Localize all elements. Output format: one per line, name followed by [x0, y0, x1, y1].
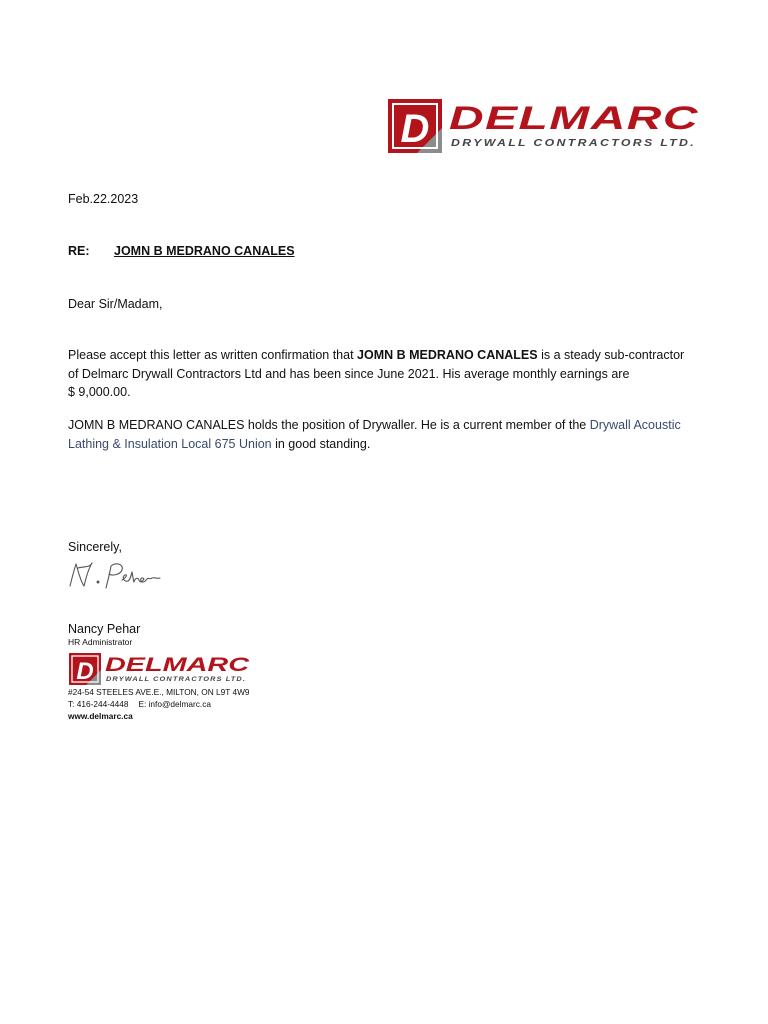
logo-wordmark: DELMARC: [449, 100, 699, 136]
company-contact: [68, 699, 211, 710]
text-segment: JOMN B MEDRANO CANALES holds the position of Drywaller. He is a current member of the: [68, 418, 590, 432]
delmarc-mark-icon: [69, 653, 101, 685]
letter-date: Feb.22.2023: [68, 192, 139, 206]
signer-name: Nancy Pehar: [68, 622, 141, 636]
company-address: #24-54 STEELES AVE.E., MILTON, ON L9T 4W9: [68, 687, 250, 697]
text-segment: Please accept this letter as written confirmation that: [68, 348, 358, 362]
logo-wordmark: DELMARC: [105, 655, 250, 676]
paragraph-line: [68, 346, 684, 365]
employee-name-bold: JOMN B MEDRANO CANALES: [357, 348, 538, 362]
greeting: Dear Sir/Madam,: [68, 297, 163, 311]
re-label: RE:: [68, 244, 90, 258]
union-name: Drywall Acoustic: [589, 418, 681, 432]
company-phone: T: 416-244-4448: [68, 699, 129, 709]
paragraph-line: [68, 435, 681, 454]
union-name: Lathing & Insulation Local 675 Union: [68, 436, 272, 451]
re-subject-name: JOMN B MEDRANO CANALES: [114, 244, 295, 258]
delmarc-mark-icon: [388, 99, 442, 153]
delmarc-logo-header: [387, 98, 702, 154]
re-line: [68, 242, 295, 261]
svg-text:D: D: [76, 658, 94, 685]
logo-tagline: DRYWALL CONTRACTORS LTD.: [106, 676, 246, 683]
earnings-amount: $ 9,000.00.: [68, 385, 131, 399]
text-segment: is a steady sub-contractor: [537, 348, 685, 362]
signer-title: HR Administrator: [68, 637, 133, 647]
closing: Sincerely,: [68, 540, 122, 554]
handwritten-signature: [64, 558, 174, 594]
paragraph-confirmation: [68, 346, 684, 402]
paragraph-line: [68, 416, 681, 435]
paragraph-position: [68, 416, 681, 453]
paragraph-line: of Delmarc Drywall Contractors Ltd and has been since June 2021. His average monthly earnings are: [68, 366, 630, 381]
company-email[interactable]: E: info@delmarc.ca: [138, 699, 211, 709]
company-website-link[interactable]: www.delmarc.ca: [68, 711, 133, 721]
logo-tagline: DRYWALL CONTRACTORS LTD.: [451, 137, 696, 149]
delmarc-logo-footer: [68, 652, 251, 686]
text-segment: in good standing.: [271, 436, 371, 451]
svg-text:D: D: [400, 107, 430, 151]
